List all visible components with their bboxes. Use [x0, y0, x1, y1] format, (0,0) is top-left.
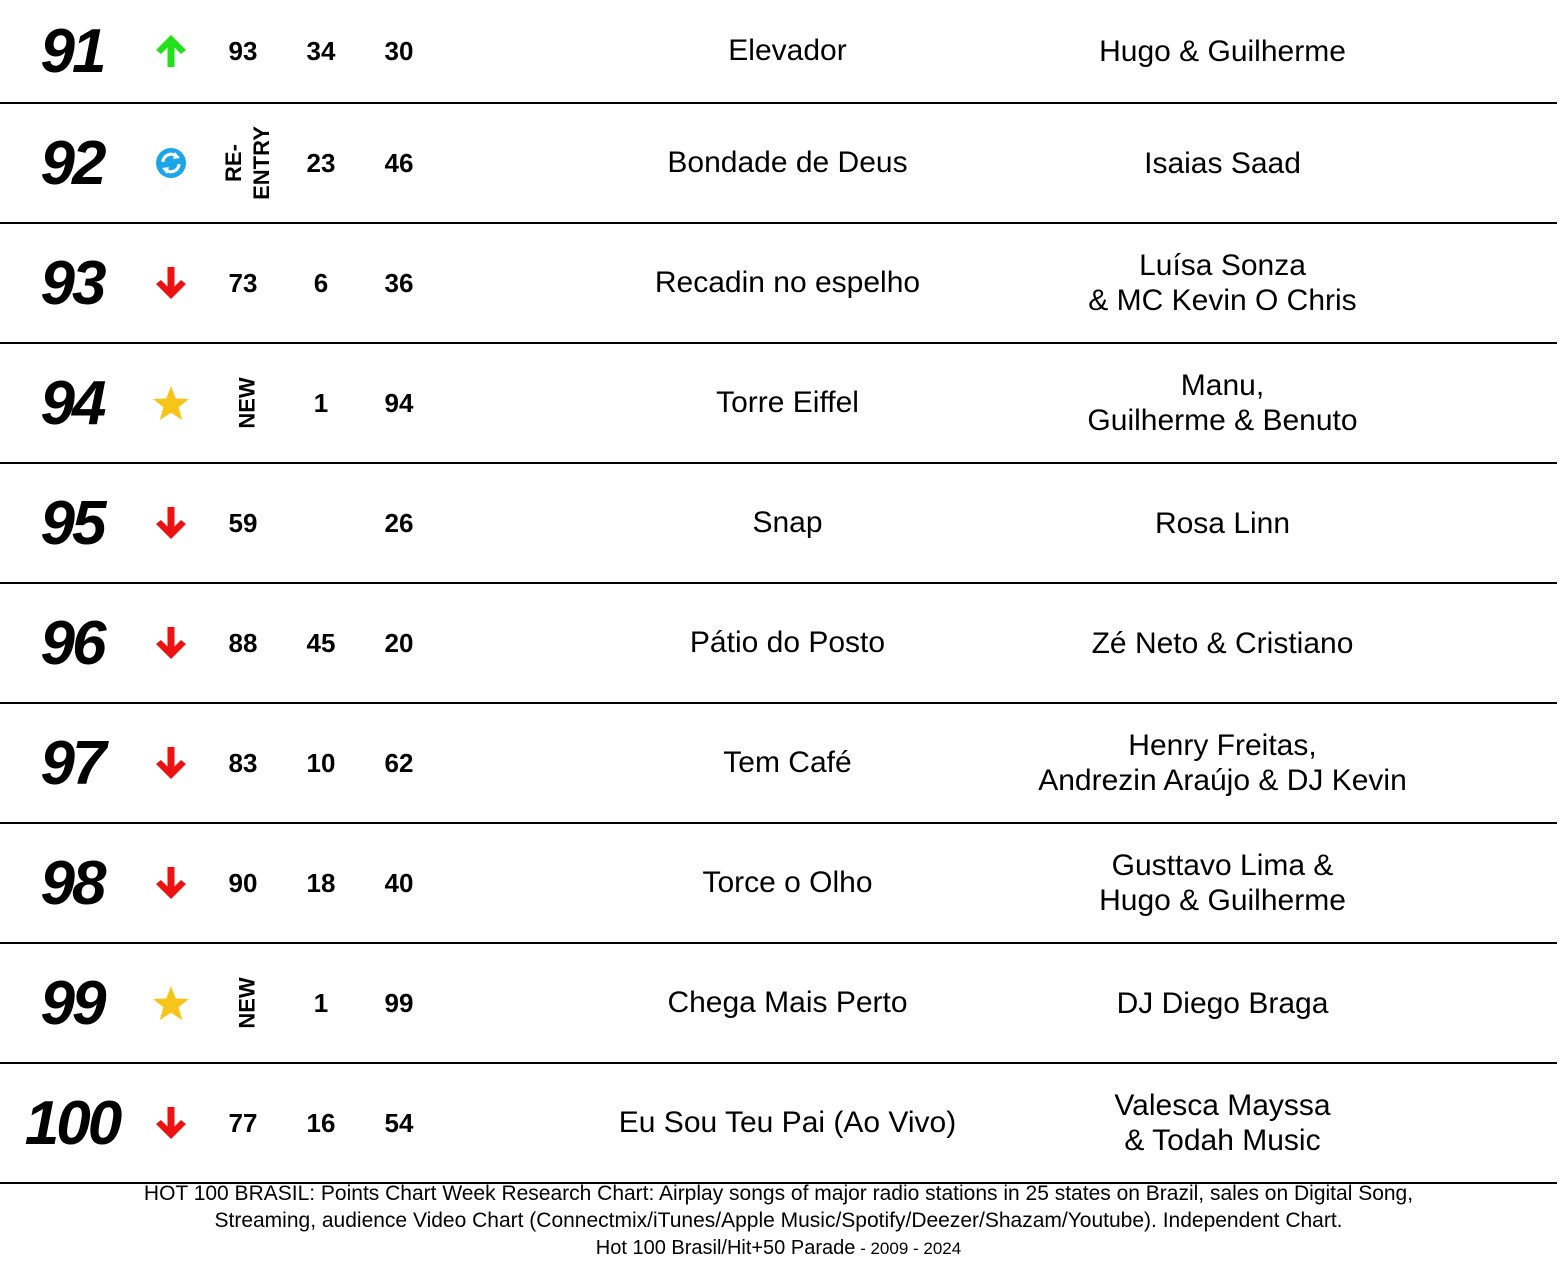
weeks-on-chart: 46 [384, 147, 414, 178]
previous-position: 88 [228, 627, 258, 658]
chart-row [0, 584, 1557, 704]
artist-name: Hugo & Guilherme [1099, 34, 1346, 68]
entry-status-text: NEW [234, 377, 260, 429]
previous-position: 93 [228, 35, 258, 66]
rank-number: 98 [40, 848, 104, 918]
previous-position: 59 [228, 507, 258, 538]
chart-row [0, 464, 1557, 584]
peak-position: 45 [306, 627, 336, 658]
artist-name: Henry Freitas, Andrezin Araújo & DJ Kevin [1038, 729, 1407, 797]
rank-number: 97 [40, 728, 104, 798]
artist-name: Luísa Sonza & MC Kevin O Chris [1088, 249, 1357, 317]
reentry-arrows-icon [145, 104, 197, 222]
previous-position: 73 [228, 267, 258, 298]
artist-name: Valesca Mayssa & Todah Music [1114, 1089, 1331, 1157]
chart-row [0, 104, 1557, 224]
chart-footer [0, 1180, 1557, 1262]
weeks-on-chart: 36 [384, 267, 414, 298]
entry-status-text: RE- ENTRY [221, 126, 274, 200]
weeks-on-chart: 62 [384, 747, 414, 778]
artist-name: Isaias Saad [1144, 146, 1301, 180]
down-arrow-icon [145, 1064, 197, 1182]
star-icon [145, 344, 197, 462]
previous-position: 83 [228, 747, 258, 778]
entry-status-label [213, 104, 283, 222]
rank-number: 100 [24, 1088, 120, 1158]
song-title: Torce o Olho [702, 866, 873, 899]
peak-position [291, 464, 351, 582]
peak-position: 1 [313, 987, 329, 1018]
rank-number: 99 [40, 968, 104, 1038]
weeks-on-chart: 30 [384, 35, 414, 66]
song-title: Bondade de Deus [667, 146, 908, 179]
down-arrow-icon [145, 824, 197, 942]
weeks-on-chart: 20 [384, 627, 414, 658]
weeks-on-chart: 94 [384, 387, 414, 418]
star-icon [145, 944, 197, 1062]
down-arrow-icon [145, 464, 197, 582]
song-title: Torre Eiffel [716, 386, 859, 419]
chart-row [0, 1064, 1557, 1184]
rank-number: 93 [40, 248, 104, 318]
peak-position: 1 [313, 387, 329, 418]
chart-row [0, 824, 1557, 944]
peak-position: 6 [313, 267, 329, 298]
peak-position: 18 [306, 867, 336, 898]
weeks-on-chart: 26 [384, 507, 414, 538]
entry-status-label [213, 344, 283, 462]
up-arrow-icon [145, 0, 197, 102]
entry-status-label [213, 944, 283, 1062]
song-title: Tem Café [723, 746, 852, 779]
chart-row [0, 224, 1557, 344]
rank-number: 91 [40, 16, 104, 86]
chart-row [0, 0, 1557, 104]
song-title: Pátio do Posto [689, 626, 886, 659]
artist-name: Zé Neto & Cristiano [1091, 626, 1354, 660]
peak-position: 34 [306, 35, 336, 66]
rank-number: 95 [40, 488, 104, 558]
song-title: Eu Sou Teu Pai (Ao Vivo) [618, 1106, 957, 1139]
entry-status-text: NEW [234, 977, 260, 1029]
song-title: Recadin no espelho [654, 266, 921, 299]
footer-line-1: HOT 100 BRASIL: Points Chart Week Research Chart: Airplay songs of major radio stations in 25 states on Brazil, sales on Digital Song, [143, 1182, 1414, 1205]
chart-row [0, 704, 1557, 824]
down-arrow-icon [145, 704, 197, 822]
weeks-on-chart: 54 [384, 1107, 414, 1138]
weeks-on-chart: 99 [384, 987, 414, 1018]
song-title: Elevador [728, 34, 847, 67]
footer-brand: Hot 100 Brasil/Hit+50 Parade [595, 1237, 856, 1259]
peak-position: 23 [306, 147, 336, 178]
artist-name: DJ Diego Braga [1116, 986, 1329, 1020]
artist-name: Manu, Guilherme & Benuto [1087, 369, 1358, 437]
previous-position: 90 [228, 867, 258, 898]
chart-row [0, 944, 1557, 1064]
chart-row [0, 344, 1557, 464]
rank-number: 96 [40, 608, 104, 678]
song-title: Chega Mais Perto [667, 986, 908, 1019]
peak-position: 16 [306, 1107, 336, 1138]
footer-years: - 2009 - 2024 [855, 1239, 962, 1258]
down-arrow-icon [145, 584, 197, 702]
footer-line-2: Streaming, audience Video Chart (Connectmix/iTunes/Apple Music/Spotify/Deezer/Shazam/Youtube). Independent Chart. [214, 1209, 1343, 1232]
artist-name: Gusttavo Lima & Hugo & Guilherme [1099, 849, 1346, 917]
artist-name: Rosa Linn [1154, 506, 1291, 540]
footer-line-3 [0, 1234, 1557, 1262]
rank-number: 94 [40, 368, 104, 438]
down-arrow-icon [145, 224, 197, 342]
song-title: Snap [752, 506, 823, 539]
rank-number: 92 [40, 128, 104, 198]
weeks-on-chart: 40 [384, 867, 414, 898]
previous-position: 77 [228, 1107, 258, 1138]
peak-position: 10 [306, 747, 336, 778]
